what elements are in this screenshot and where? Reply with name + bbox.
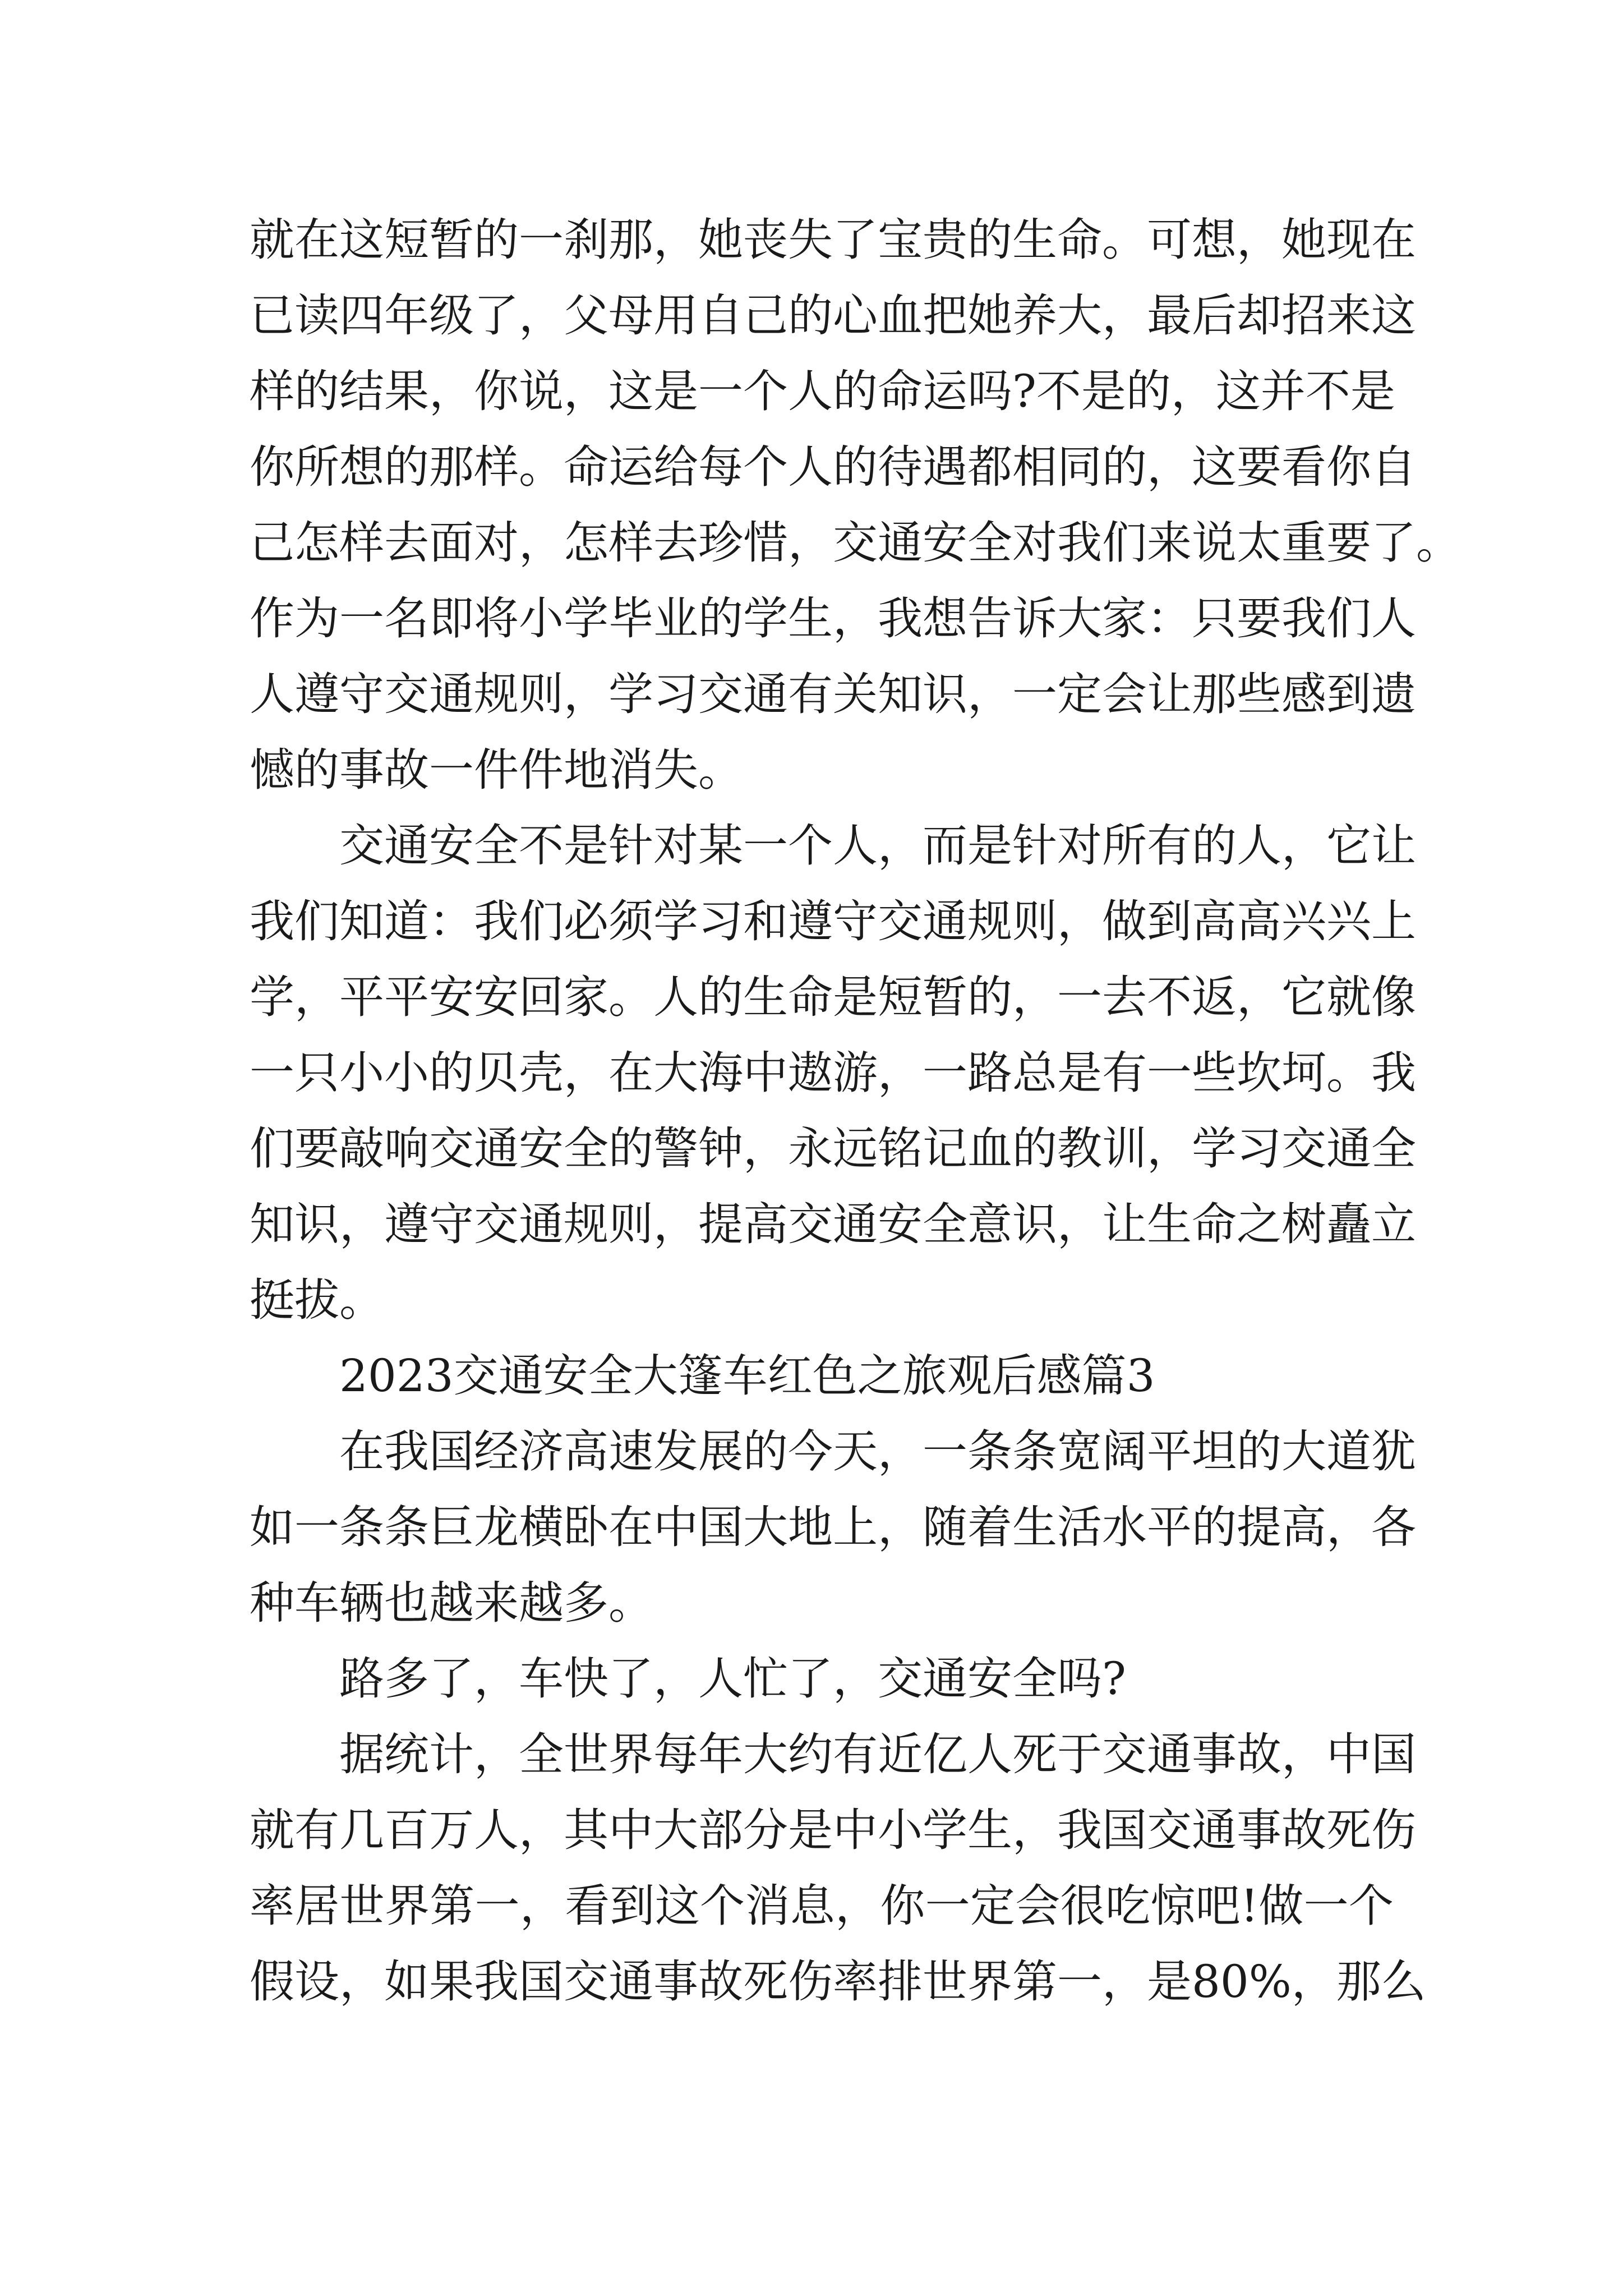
text-line: 一只小小的贝壳，在大海中遨游，一路总是有一些坎坷。我 — [250, 1047, 1416, 1099]
paragraph-first-line: 路多了，车快了，人忙了，交通安全吗? — [339, 1653, 1126, 1705]
paragraph-first-line: 交通安全不是针对某一个人，而是针对所有的人，它让 — [339, 820, 1416, 872]
text-line: 挺拔。 — [250, 1274, 384, 1326]
text-line: 就有几百万人，其中大部分是中小学生，我国交通事故死伤 — [250, 1804, 1416, 1856]
document-body — [250, 202, 1461, 2019]
text-line: 假设，如果我国交通事故死伤率排世界第一，是80%，那么 — [250, 1955, 1426, 2008]
text-line: 我们知道：我们必须学习和遵守交通规则，做到高高兴兴上 — [250, 895, 1416, 947]
text-line: 已读四年级了，父母用自己的心血把她养大，最后却招来这 — [250, 289, 1416, 342]
text-line: 样的结果，你说，这是一个人的命运吗?不是的，这并不是 — [250, 365, 1395, 417]
text-line: 学，平平安安回家。人的生命是短暂的，一去不返，它就像 — [250, 971, 1416, 1023]
paragraph-first-line: 在我国经济高速发展的今天，一条条宽阔平坦的大道犹 — [339, 1425, 1416, 1478]
text-line: 率居世界第一，看到这个消息，你一定会很吃惊吧!做一个 — [250, 1880, 1394, 1932]
section-heading: 2023交通安全大篷车红色之旅观后感篇3 — [339, 1350, 1155, 1402]
text-line: 如一条条巨龙横卧在中国大地上，随着生活水平的提高，各 — [250, 1501, 1416, 1553]
text-line: 作为一名即将小学毕业的学生，我想告诉大家：只要我们人 — [250, 592, 1416, 645]
paragraph-first-line: 据统计，全世界每年大约有近亿人死于交通事故，中国 — [339, 1728, 1416, 1780]
text-line: 己怎样去面对，怎样去珍惜，交通安全对我们来说太重要了。 — [250, 517, 1461, 569]
text-line: 知识，遵守交通规则，提高交通安全意识，让生命之树矗立 — [250, 1198, 1416, 1250]
text-line: 你所想的那样。命运给每个人的待遇都相同的，这要看你自 — [250, 441, 1416, 493]
text-line: 憾的事故一件件地消失。 — [250, 744, 743, 796]
text-line: 人遵守交通规则，学习交通有关知识，一定会让那些感到遗 — [250, 668, 1416, 720]
text-line: 种车辆也越来越多。 — [250, 1577, 653, 1629]
text-line: 就在这短暂的一刹那，她丧失了宝贵的生命。可想，她现在 — [250, 214, 1416, 266]
text-line: 们要敲响交通安全的警钟，永远铭记血的教训，学习交通全 — [250, 1122, 1416, 1175]
